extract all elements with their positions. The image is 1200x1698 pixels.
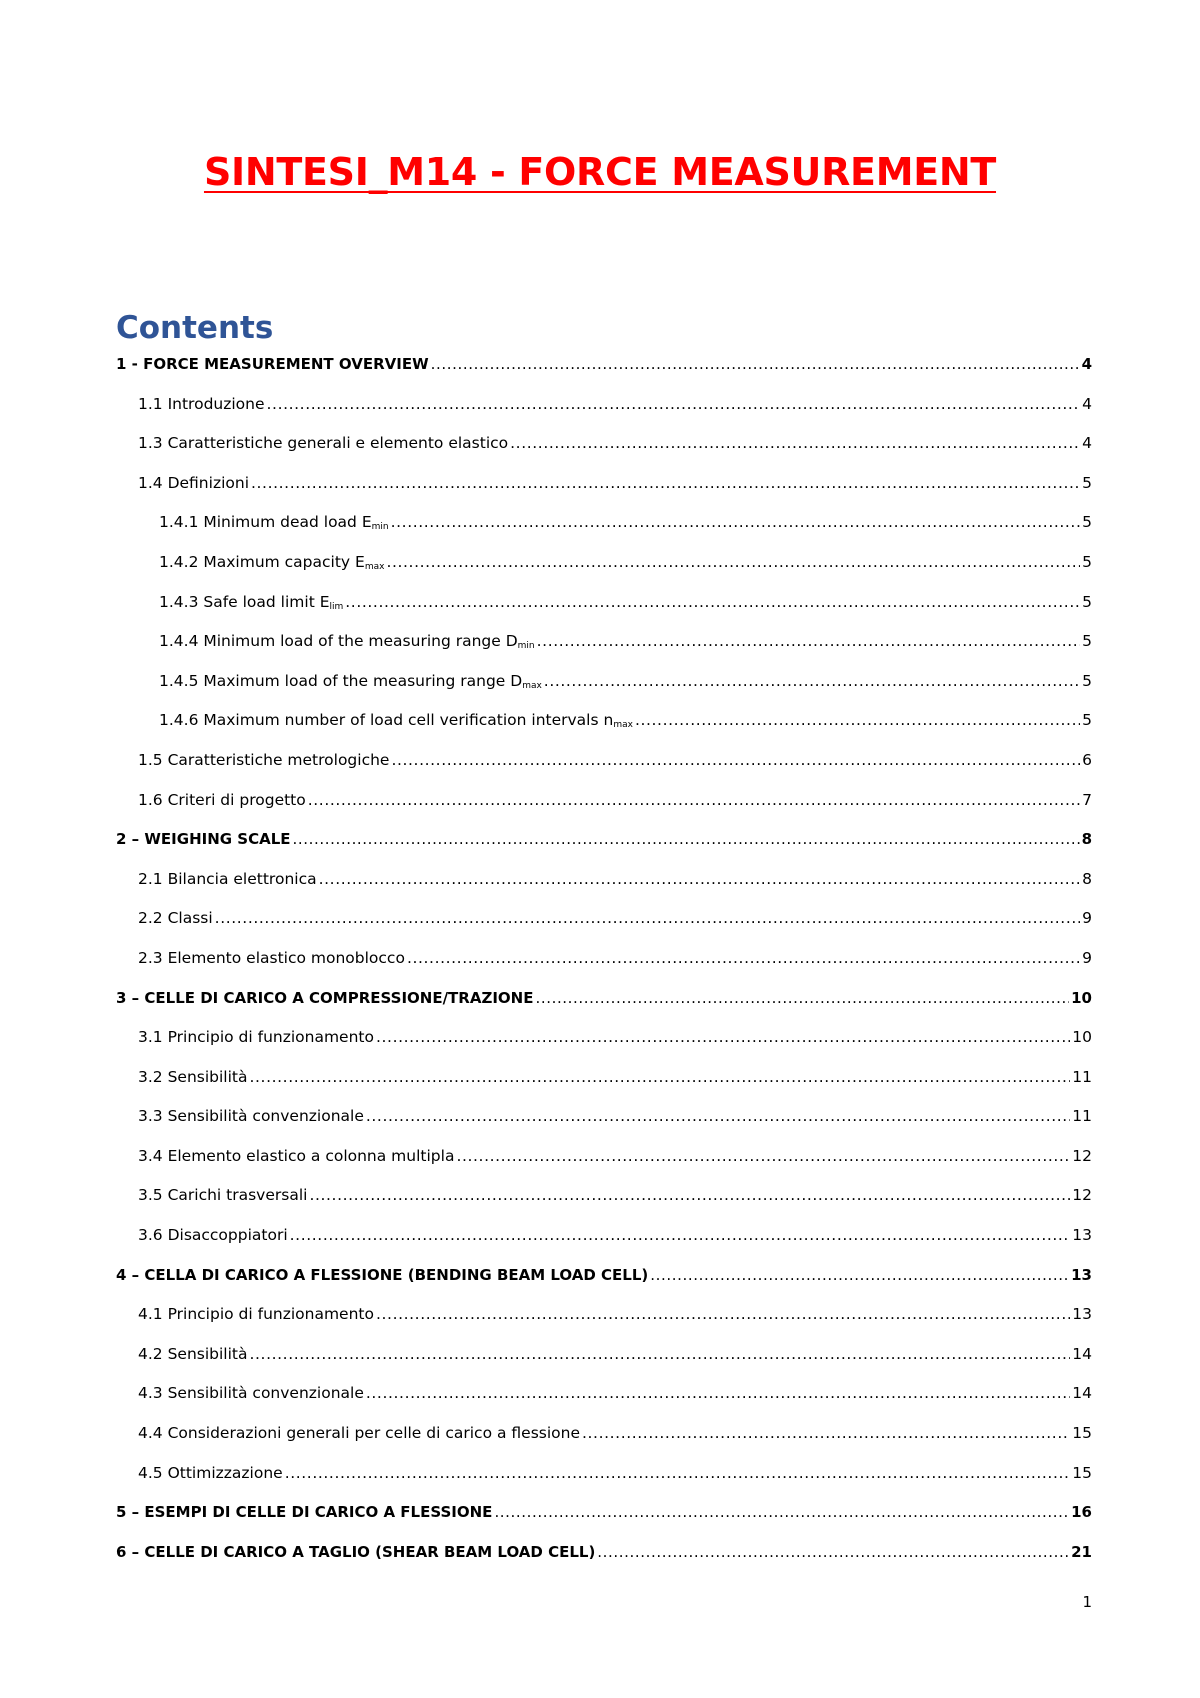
toc-dot-leader: [366, 1384, 1070, 1402]
toc-entry[interactable]: [116, 1186, 1092, 1226]
toc-entry-page-number: 7: [1082, 790, 1092, 809]
toc-dot-leader: [582, 1424, 1070, 1442]
toc-entry[interactable]: [116, 1424, 1092, 1464]
toc-entry[interactable]: [116, 355, 1092, 395]
toc-entry-label: 3.5 Carichi trasversali: [138, 1186, 308, 1205]
toc-entry-page-number: 14: [1072, 1384, 1092, 1403]
toc-entry[interactable]: [116, 989, 1092, 1029]
toc-entry-label: 3.4 Elemento elastico a colonna multipla: [138, 1146, 455, 1165]
toc-dot-leader: [544, 672, 1080, 690]
toc-entry[interactable]: [116, 474, 1092, 514]
toc-entry-page-number: 13: [1072, 1226, 1092, 1245]
toc-entry-page-number: 8: [1081, 830, 1092, 849]
toc-entry[interactable]: [116, 1503, 1092, 1543]
toc-entry[interactable]: [116, 632, 1092, 672]
toc-entry[interactable]: [116, 1226, 1092, 1266]
toc-entry-label: 4.4 Considerazioni generali per celle di carico a flessione: [138, 1424, 580, 1443]
toc-entry[interactable]: [116, 949, 1092, 989]
toc-dot-leader: [250, 1068, 1071, 1086]
toc-entry-label: 2 – WEIGHING SCALE: [116, 830, 291, 849]
toc-dot-leader: [386, 553, 1080, 571]
toc-entry-page-number: 13: [1071, 1265, 1092, 1284]
toc-entry-label: 1.1 Introduzione: [138, 394, 265, 413]
toc-entry-page-number: 4: [1081, 355, 1092, 373]
table-of-contents: [116, 355, 1092, 1582]
toc-entry[interactable]: [116, 1305, 1092, 1345]
toc-dot-leader: [391, 513, 1080, 531]
toc-entry[interactable]: [116, 553, 1092, 593]
toc-dot-leader: [293, 830, 1080, 848]
toc-entry[interactable]: [116, 1345, 1092, 1385]
page-number: 1: [1082, 1593, 1092, 1611]
toc-entry[interactable]: [116, 1107, 1092, 1147]
toc-heading: Contents: [116, 310, 274, 346]
toc-entry[interactable]: [116, 909, 1092, 949]
toc-entry-label: 4 – CELLA DI CARICO A FLESSIONE (BENDING BEAM LOAD CELL): [116, 1265, 649, 1284]
toc-dot-leader: [391, 751, 1080, 769]
toc-entry-label: 2.2 Classi: [138, 909, 213, 928]
toc-entry-subscript: max: [522, 680, 542, 691]
toc-dot-leader: [308, 791, 1080, 809]
toc-entry-page-number: 8: [1082, 869, 1092, 888]
toc-entry-subscript: max: [364, 561, 385, 572]
toc-entry-page-number: 5: [1082, 671, 1092, 690]
toc-entry-page-number: 5: [1082, 473, 1092, 492]
toc-dot-leader: [537, 632, 1080, 650]
toc-entry[interactable]: [116, 672, 1092, 712]
toc-entry[interactable]: [116, 395, 1092, 435]
toc-entry-label: 2.3 Elemento elastico monoblocco: [138, 948, 405, 967]
toc-entry-label: 1.4.3 Safe load limit $E_{lim}$: [159, 592, 344, 612]
toc-dot-leader: [376, 1305, 1070, 1323]
toc-dot-leader: [345, 593, 1080, 611]
toc-entry-subscript: lim: [329, 601, 344, 612]
toc-entry-page-number: 15: [1072, 1463, 1092, 1482]
toc-dot-leader: [309, 1186, 1070, 1204]
toc-dot-leader: [494, 1503, 1069, 1521]
toc-entry-label: 3.6 Disaccoppiatori: [138, 1226, 288, 1245]
toc-entry-page-number: 5: [1082, 592, 1092, 611]
toc-entry-page-number: 9: [1082, 948, 1092, 967]
toc-dot-leader: [251, 474, 1080, 492]
toc-entry-page-number: 10: [1072, 1028, 1092, 1047]
toc-entry[interactable]: [116, 593, 1092, 633]
toc-dot-leader: [456, 1147, 1070, 1165]
toc-entry-page-number: 9: [1082, 909, 1092, 928]
toc-entry-page-number: 12: [1072, 1186, 1092, 1205]
toc-dot-leader: [250, 1345, 1071, 1363]
toc-entry-page-number: 11: [1072, 1067, 1092, 1086]
toc-entry-subscript: max: [613, 720, 633, 731]
toc-entry-label: 1.4.4 Minimum load of the measuring range $D_{min}$: [159, 632, 535, 652]
toc-dot-leader: [319, 870, 1080, 888]
toc-entry-label: 4.3 Sensibilità convenzionale: [138, 1384, 364, 1403]
toc-entry-label: 1.3 Caratteristiche generali e elemento elastico: [138, 434, 509, 453]
toc-entry-subscript: min: [517, 641, 535, 652]
toc-entry-page-number: 10: [1071, 988, 1092, 1007]
toc-entry[interactable]: [116, 751, 1092, 791]
toc-entry-page-number: 14: [1072, 1344, 1092, 1363]
toc-entry-label: 3 – CELLE DI CARICO A COMPRESSIONE/TRAZIONE: [116, 988, 534, 1007]
toc-entry-page-number: 15: [1072, 1424, 1092, 1443]
toc-entry-label: 4.1 Principio di funzionamento: [138, 1305, 374, 1324]
toc-entry-label: 2.1 Bilancia elettronica: [138, 869, 317, 888]
toc-dot-leader: [285, 1464, 1071, 1482]
toc-entry-label: 1.6 Criteri di progetto: [138, 790, 306, 809]
toc-entry-page-number: 5: [1082, 632, 1092, 651]
toc-entry-label: 1.5 Caratteristiche metrologiche: [138, 750, 390, 769]
toc-entry-label: 6 – CELLE DI CARICO A TAGLIO (SHEAR BEAM LOAD CELL): [116, 1542, 596, 1561]
toc-entry-label: 1.4.5 Maximum load of the measuring range $D_{max}$: [159, 671, 542, 691]
toc-entry[interactable]: [116, 1068, 1092, 1108]
toc-entry[interactable]: [116, 1028, 1092, 1068]
document-title: SINTESI_M14 - FORCE MEASUREMENT: [203, 150, 997, 194]
toc-dot-leader: [376, 1028, 1070, 1046]
toc-dot-leader: [267, 395, 1080, 413]
toc-dot-leader: [597, 1543, 1069, 1561]
toc-entry-page-number: 12: [1072, 1146, 1092, 1165]
toc-dot-leader: [650, 1266, 1069, 1284]
toc-entry[interactable]: [116, 1384, 1092, 1424]
toc-entry[interactable]: [116, 1543, 1092, 1583]
toc-dot-leader: [407, 949, 1080, 967]
toc-entry-label: 3.2 Sensibilità: [138, 1067, 248, 1086]
toc-entry[interactable]: [116, 1266, 1092, 1306]
toc-entry-label: 1.4.2 Maximum capacity $E_{max}$: [159, 552, 385, 572]
toc-entry[interactable]: [116, 1464, 1092, 1504]
toc-entry-label: 5 – ESEMPI DI CELLE DI CARICO A FLESSIONE: [116, 1503, 493, 1522]
toc-entry[interactable]: [116, 711, 1092, 751]
toc-entry-page-number: 21: [1071, 1542, 1092, 1561]
toc-entry-page-number: 4: [1082, 394, 1092, 413]
toc-entry-label: 1.4.1 Minimum dead load $E_{min}$: [159, 513, 389, 533]
toc-entry-label: 3.3 Sensibilità convenzionale: [138, 1107, 364, 1126]
toc-entry-page-number: 6: [1082, 750, 1092, 769]
toc-entry-page-number: 13: [1072, 1305, 1092, 1324]
toc-entry-label: 4.5 Ottimizzazione: [138, 1463, 283, 1482]
toc-entry[interactable]: [116, 830, 1092, 870]
toc-entry[interactable]: [116, 870, 1092, 910]
toc-entry-page-number: 16: [1071, 1503, 1092, 1522]
toc-entry-label: 1.4 Definizioni: [138, 473, 249, 492]
toc-dot-leader: [366, 1107, 1070, 1125]
toc-dot-leader: [510, 434, 1080, 452]
toc-entry[interactable]: [116, 791, 1092, 831]
toc-dot-leader: [635, 711, 1080, 729]
toc-entry-subscript: min: [371, 522, 389, 533]
toc-entry-label: 4.2 Sensibilità: [138, 1344, 248, 1363]
toc-entry-page-number: 4: [1082, 434, 1092, 453]
toc-entry-page-number: 5: [1082, 513, 1092, 532]
toc-entry-label: 1 - FORCE MEASUREMENT OVERVIEW: [116, 355, 429, 373]
toc-dot-leader: [535, 989, 1069, 1007]
toc-entry-page-number: 11: [1072, 1107, 1092, 1126]
toc-entry-page-number: 5: [1082, 552, 1092, 571]
toc-entry-label: 3.1 Principio di funzionamento: [138, 1028, 374, 1047]
toc-entry[interactable]: [116, 1147, 1092, 1187]
toc-entry-label: 1.4.6 Maximum number of load cell verification intervals $n_{max}$: [159, 711, 633, 731]
toc-entry[interactable]: [116, 434, 1092, 474]
toc-dot-leader: [431, 355, 1080, 373]
toc-dot-leader: [290, 1226, 1071, 1244]
toc-dot-leader: [215, 909, 1080, 927]
toc-entry[interactable]: [116, 513, 1092, 553]
toc-entry-page-number: 5: [1082, 711, 1092, 730]
